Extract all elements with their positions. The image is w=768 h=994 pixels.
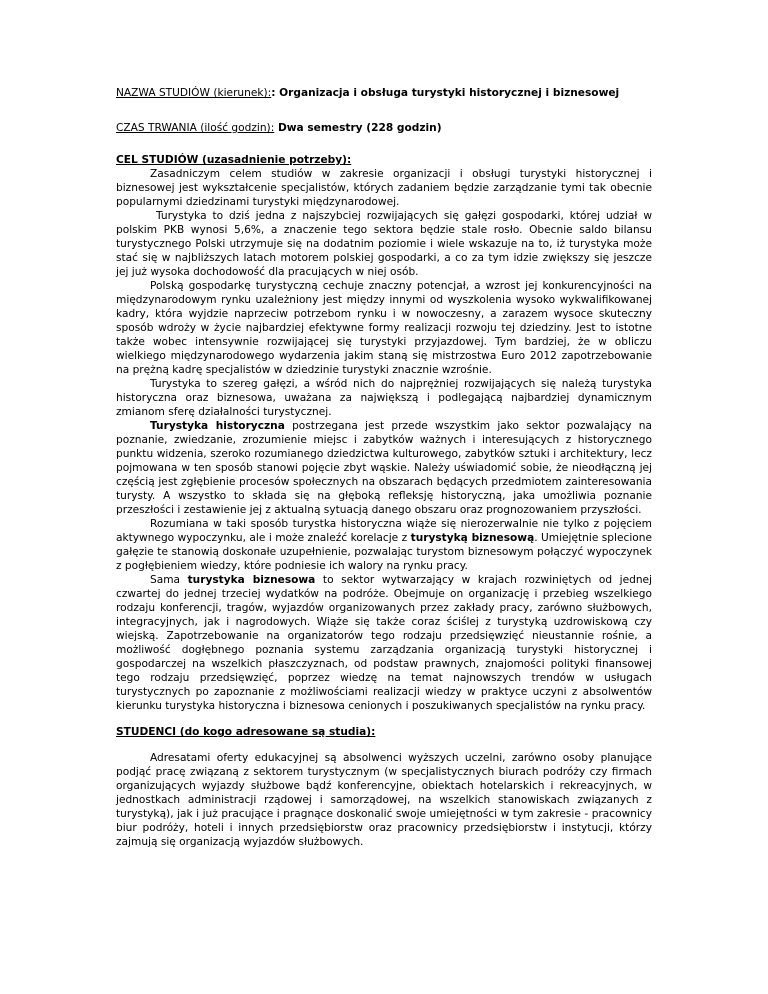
goal-paragraph-5 — [116, 419, 652, 517]
section-spacer-2 — [116, 739, 652, 751]
goal-paragraph-6 — [116, 517, 652, 573]
goal-paragraph-7-text-b: to sektor wytwarzający w krajach rozwiniętych od jednej czwartej do jednej trzeciej wydatków na podróże. Obejmuje on organizację i przebieg wszelkiego rodzaju konferencji, tragów, wyjazdów organizowanych przez zakłady pracy, zarówno służbowych, integracyjnych, jak i nagrodowych. Wiąże się także coraz ściślej z turystyką uzdrowiskową czy wiejską. Zapotrzebowanie na organizatorów tego rodzaju przedsięwzięć nieustannie rośnie, a możliwość dogłębnego poznania systemu zarządzania organizacją turystyki historycznej i gospodarczej na wszelkich płaszczyznach, od podstaw prawnych, znajomości polityki finansowej tego rodzaju przedsięwzięć, poprzez wiedzę na temat najnowszych trendów w usługach turystycznych po zapoznanie z możliwościami realizacji wiedzy w praktyce uczyni z absolwentów kierunku turystyka historyczna i biznesowa cenionych i poszukiwanych specjalistów na rynku pracy. — [116, 574, 652, 712]
goal-paragraph-7 — [116, 573, 652, 713]
duration-value: Dwa semestry (228 godzin) — [274, 122, 442, 134]
document-page — [116, 86, 652, 849]
section-spacer — [116, 713, 652, 725]
students-paragraph: Adresatami oferty edukacyjnej są absolwenci wyższych uczelni, zarówno osoby planujące podjąć pracę związaną z sektorem turystycznym (w specjalistycznych biurach podróży czy firmach organizujących wyjazdy służbowe bądź konferencyjne, obiektach hotelarskich i rekreacyjnych, w jednostkach administracji rządowej i samorządowej, na wszelkich stanowiskach związanych z turystyką), jak i już pracujące i pragnące doskonalić swoje umiejętności w tym zakresie - pracownicy biur podróży, hoteli i innych przedsiębiorstw oraz pracownicy przedsiębiorstw i instytucji, którzy zajmują się organizacją wyjazdów służbowych. — [116, 752, 652, 848]
study-name-value: Organizacja i obsługa turystyki historycznej i biznesowej — [275, 87, 620, 99]
goal-paragraph-5-text: postrzegana jest przede wszystkim jako sektor pozwalający na poznanie, zwiedzanie, zrozumienie miejsc i zabytków ważnych i interesujących z historycznego punktu widzenia, szeroko rozumianego dziedzictwa kulturowego, zabytków sztuki i architektury, lecz pojmowana w ten sposób stanowi pojęcie zbyt wąskie. Należy uświadomić sobie, że nieodłączną jej częścią jest zgłębienie procesów społecznych na obszarach będących przedmiotem zainteresowania turysty. A wszystko to składa się na głęboką refleksję historyczną, jaka umożliwia poznanie przeszłości i zestawienie jej z aktualną sytuacją danego obszaru oraz prognozowaniem przyszłości. — [116, 420, 652, 516]
historical-tourism-term: Turystyka historyczna — [150, 420, 285, 432]
goal-paragraph-3: Polską gospodarkę turystyczną cechuje znaczny potencjał, a wzrost jej konkurencyjności na międzynarodowym rynku uzależniony jest między innymi od wyszkolenia wysoko wykwalifikowanej kadry, która wyjdzie naprzeciw potrzebom rynku i w nowoczesny, a zarazem wysoce skuteczny sposób wdroży w życie najbardziej efektywne formy realizacji rozwoju tej dziedziny. Jest to istotne także wobec intensywnie rozwijającej się turystyki przyjazdowej. Tym bardziej, że w obliczu wielkiego międzynarodowego wydarzenia jakim staną się mistrzostwa Euro 2012 zapotrzebowanie na prężną kadrę specjalistów w dziedzinie turystyki znacznie wzrośnie. — [116, 280, 652, 376]
goal-heading: CEL STUDIÓW (uzasadnienie potrzeby): — [116, 154, 352, 166]
goal-paragraph-1: Zasadniczym celem studiów w zakresie organizacji i obsługi turystyki historycznej i biznesowej jest wykształcenie specjalistów, których zadaniem będzie zarządzanie tymi tak obecnie popularnymi dziedzinami turystyki międzynarodowej. — [116, 168, 652, 208]
study-name-label: NAZWA STUDIÓW (kierunek): — [116, 87, 272, 99]
duration-line — [116, 121, 652, 135]
students-heading: STUDENCI (do kogo adresowane są studia): — [116, 726, 376, 738]
duration-label: CZAS TRWANIA (ilość godzin): — [116, 122, 275, 134]
study-name-line — [116, 86, 652, 100]
goal-paragraph-7-text-a: Sama — [150, 574, 188, 586]
goal-paragraph-6-text-a: Rozumiana w taki sposób turystka historyczna wiąże się nierozerwalnie nie tylko z pojęciem aktywnego wypoczynku, ale i może znaleźć korelacje z — [116, 518, 652, 544]
business-tourism-term: turystyką biznesową — [410, 532, 535, 544]
study-name-colon: : — [271, 87, 276, 99]
business-tourism-term-2: turystyka biznesowa — [187, 574, 316, 586]
goal-paragraph-2: Turystyka to dziś jedna z najszybciej rozwijających się gałęzi gospodarki, której udział w polskim PKB wynosi 5,6%, a znaczenie tego sektora będzie stale rosło. Obecnie saldo bilansu turystycznego Polski utrzymuje się na dodatnim poziomie i wiele wskazuje na to, iż turystyka może stać się w najbliższych latach motorem polskiej gospodarki, a co za tym idzie zwiększy się jeszcze jej już wysoka dochodowość dla pracujących w niej osób. — [116, 210, 652, 278]
goal-paragraph-4: Turystyka to szereg gałęzi, a wśród nich do najprężniej rozwijających się należą turystyka historyczna oraz biznesowa, uważana za największą i podlegającą najbardziej dynamicznym zmianom sferę działalności turystycznej. — [116, 378, 652, 418]
goal-paragraph-6-text-b: . Umiejętnie splecione gałęzie te stanowią doskonałe uzupełnienie, pozwalając turystom biznesowym połączyć wypoczynek z pogłębieniem wiedzy, które podniesie ich walory na rynku pracy. — [116, 532, 652, 572]
